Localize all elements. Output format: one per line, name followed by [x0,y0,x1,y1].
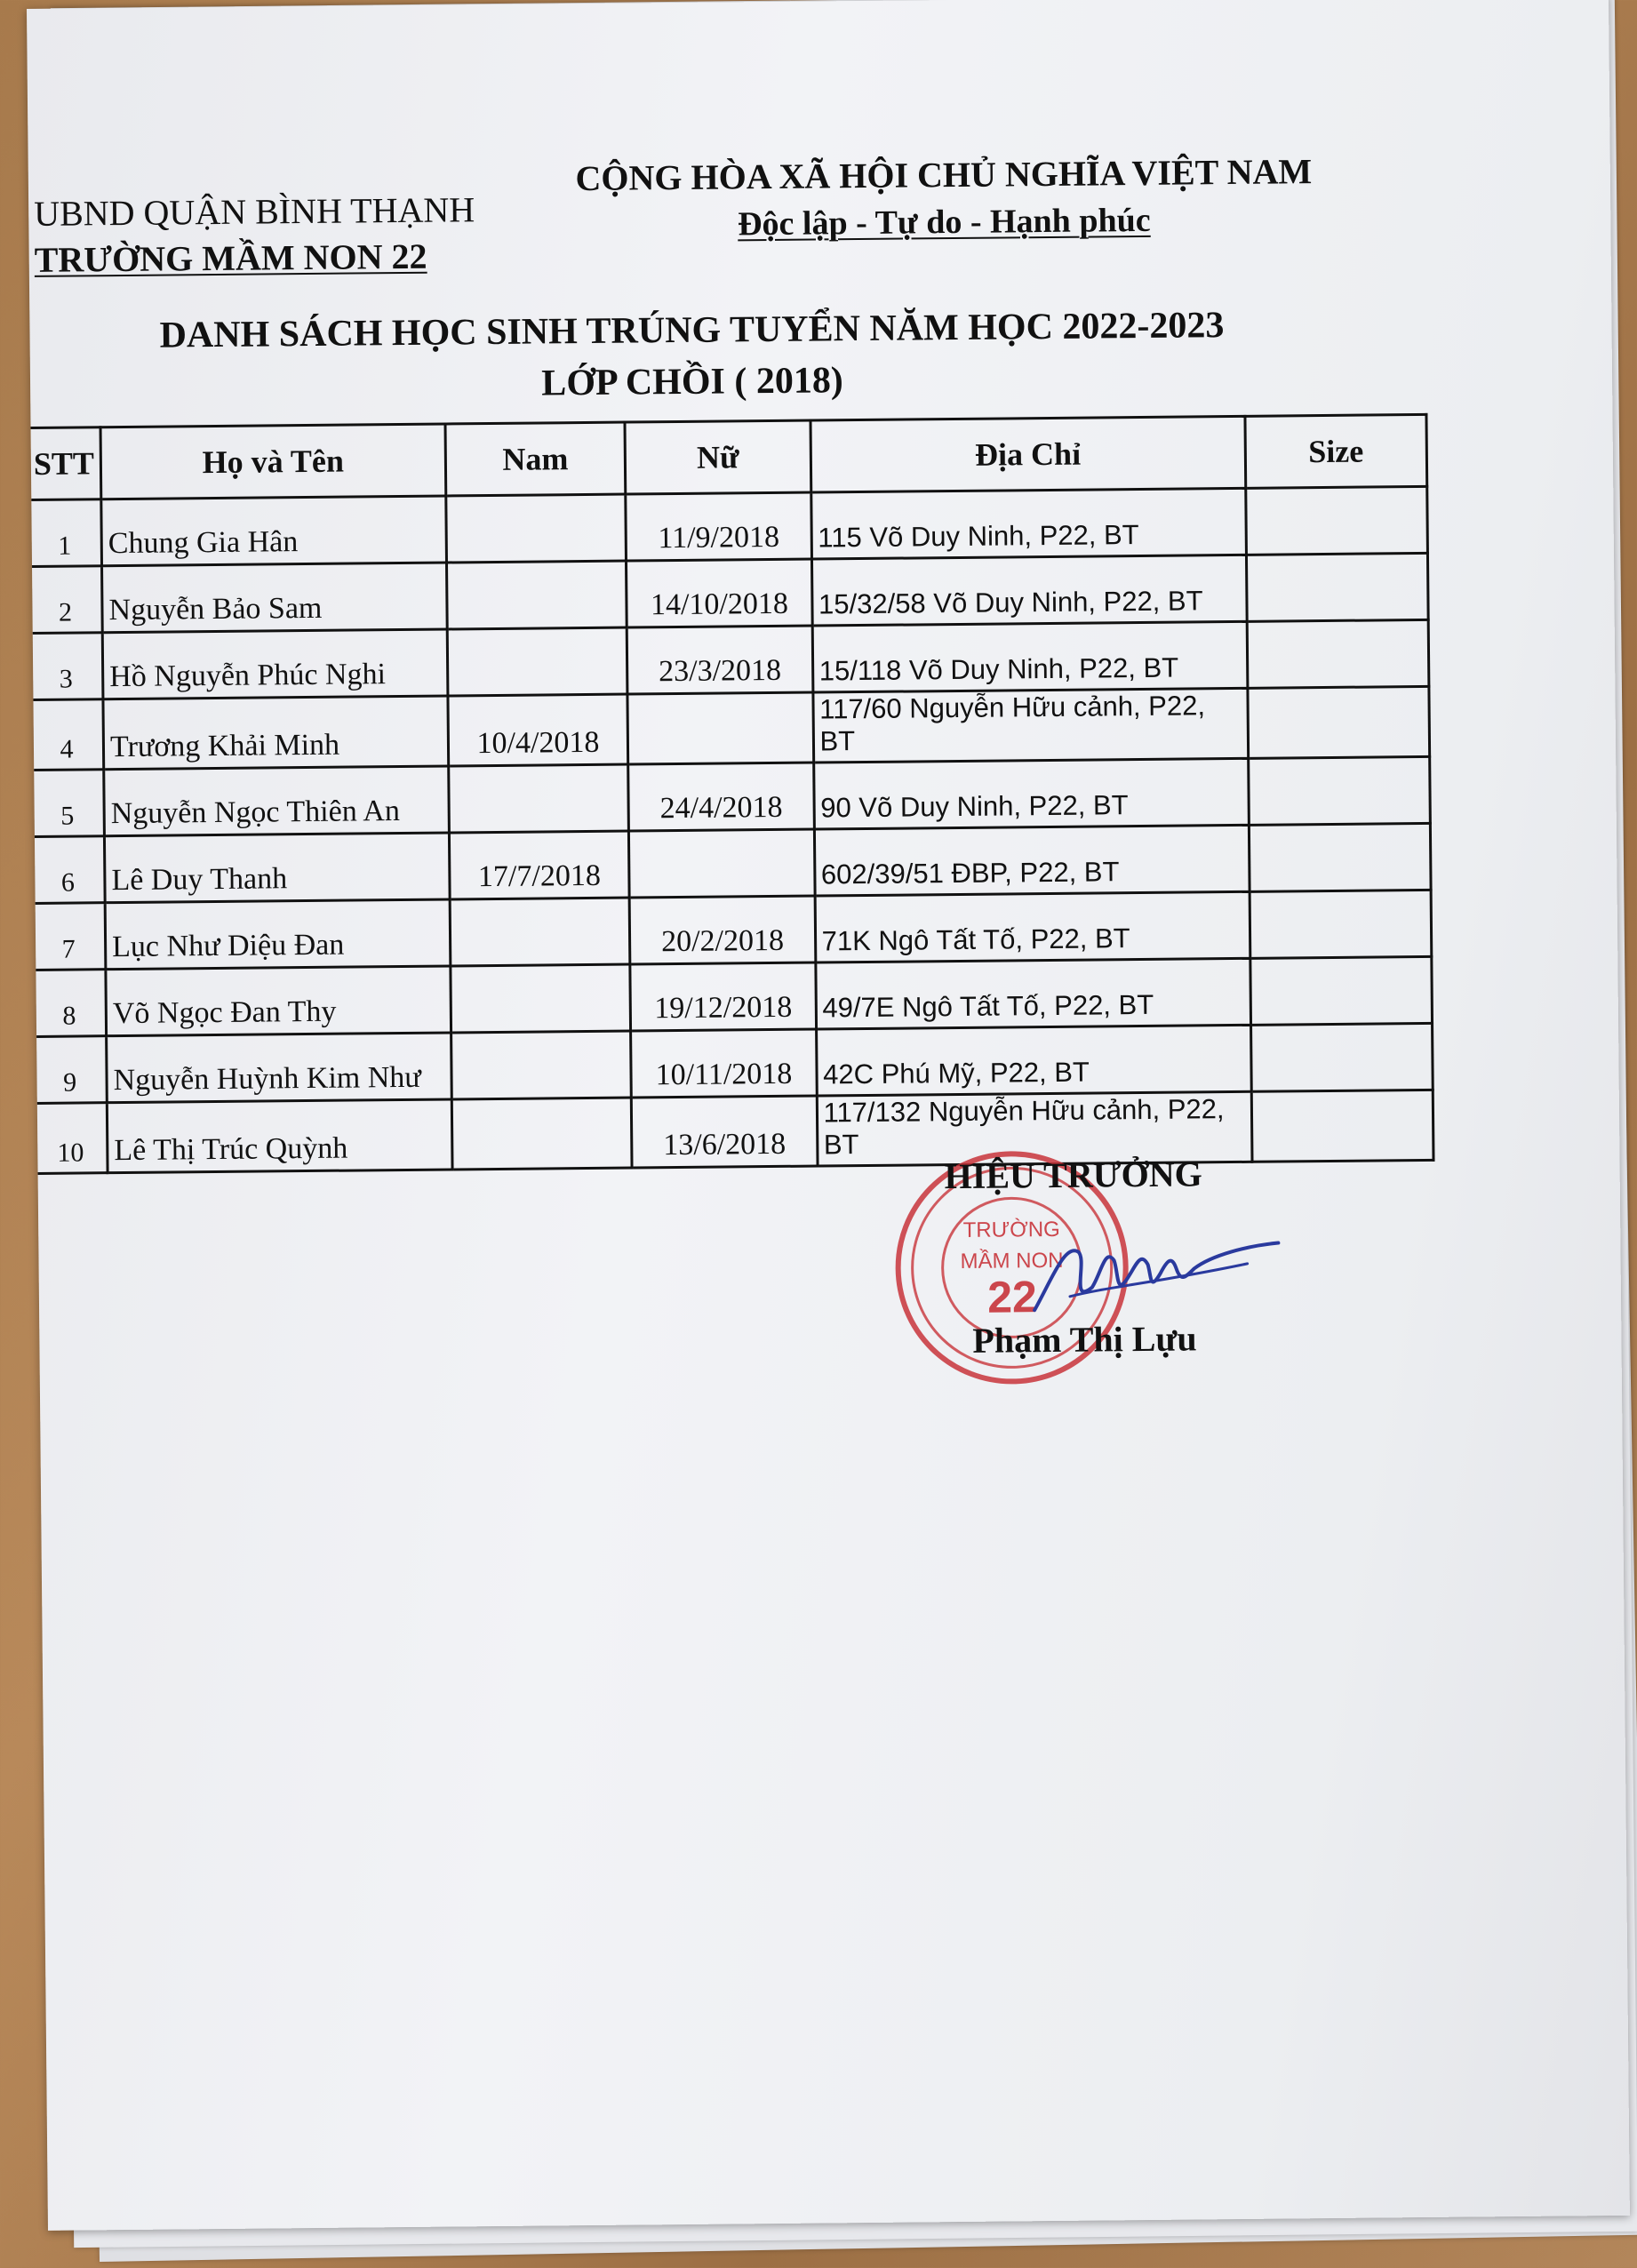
cell-name: Nguyễn Huỳnh Kim Như [107,1033,451,1103]
cell-stt: 6 [30,836,105,904]
svg-text:TRƯỜNG: TRƯỜNG [962,1217,1060,1242]
cell-nam [451,1098,632,1170]
cell-nu: 23/3/2018 [627,626,813,694]
cell-nam [448,764,628,833]
cell-stt: 3 [28,633,103,700]
cell-name: Trương Khải Minh [103,696,448,770]
cell-size [1250,890,1432,958]
cell-nam [451,1031,631,1099]
class-name: LỚP CHỒI ( 2018) [541,360,844,404]
cell-name: Nguyễn Ngọc Thiên An [104,766,449,836]
cell-address: 15/118 Võ Duy Ninh, P22, BT [812,621,1248,692]
cell-address: 117/60 Nguyễn Hữu cảnh, P22, BT [812,688,1248,763]
svg-text:22: 22 [986,1272,1038,1322]
cell-nu: 11/9/2018 [626,492,811,561]
cell-name: Chung Gia Hân [101,496,446,566]
cell-nu: 19/12/2018 [630,962,816,1031]
cell-size [1247,619,1429,688]
cell-nam [445,494,626,563]
cell-stt: 2 [28,566,103,634]
student-table [27,413,1435,1175]
cell-address: 115 Võ Duy Ninh, P22, BT [811,488,1246,559]
header-name: Họ và Tên [100,424,445,499]
svg-text:MẦM NON: MẦM NON [960,1248,1064,1274]
cell-size [1250,956,1433,1025]
motto: Độc lập - Tự do - Hạnh phúc [737,201,1151,244]
cell-nam: 10/4/2018 [448,694,628,766]
header-address: Địa Chỉ [811,416,1246,492]
cell-nam [450,898,630,966]
cell-name: Lục Như Diệu Đan [105,899,450,970]
signature-block [890,1153,1248,1387]
cell-size [1248,686,1430,758]
cell-address: 42C Phú Mỹ, P22, BT [816,1025,1251,1096]
cell-stt: 5 [30,770,105,837]
cell-name: Hồ Nguyễn Phúc Nghi [102,629,447,699]
cell-address: 117/132 Nguyễn Hữu cảnh, P22, BT [817,1091,1252,1166]
signatory-name: Phạm Thị Lựu [972,1318,1197,1361]
national-motto [562,148,1327,249]
cell-name: Lê Thị Trúc Quỳnh [107,1099,451,1173]
cell-stt: 9 [33,1036,108,1104]
cell-nu: 13/6/2018 [632,1096,818,1168]
cell-size [1249,823,1431,891]
cell-stt: 4 [29,699,104,771]
cell-size [1249,756,1431,825]
cell-nu: 24/4/2018 [628,763,814,831]
table-header-row [27,414,1427,499]
cell-nu [627,692,813,764]
cell-nam [446,561,627,629]
header-nam: Nam [445,422,626,496]
cell-size [1251,1090,1433,1162]
district-committee: UBND QUẬN BÌNH THẠNH [33,189,475,234]
header-size: Size [1245,414,1427,488]
country-name: CỘNG HÒA XÃ HỘI CHỦ NGHĨA VIỆT NAM [575,151,1313,199]
cell-nu: 14/10/2018 [627,559,812,627]
cell-nu: 10/11/2018 [631,1029,817,1098]
cell-address: 90 Võ Duy Ninh, P22, BT [813,758,1249,829]
issuing-authority [34,187,475,284]
document-title [118,299,1266,413]
cell-nam [447,627,627,696]
cell-name: Nguyễn Bảo Sam [102,563,447,633]
cell-size [1250,1023,1433,1091]
cell-nam: 17/7/2018 [449,831,629,899]
cell-address: 71K Ngô Tất Tố, P22, BT [815,891,1250,962]
cell-nu: 20/2/2018 [629,896,815,964]
cell-address: 15/32/58 Võ Duy Ninh, P22, BT [811,555,1247,626]
cell-stt: 8 [32,970,107,1037]
handwritten-signature [1016,1223,1283,1323]
cell-name: Võ Ngọc Đan Thy [106,966,451,1036]
title-line: DANH SÁCH HỌC SINH TRÚNG TUYỂN NĂM HỌC 2022-2023 [159,305,1225,356]
cell-name: Lê Duy Thanh [104,833,449,903]
cell-stt: 1 [28,499,102,567]
cell-nu [629,829,815,898]
header-nu: Nữ [625,420,811,494]
document-page [27,0,1630,2231]
header-stt: STT [27,427,101,500]
cell-stt: 7 [31,903,106,970]
cell-address: 49/7E Ngô Tất Tố, P22, BT [815,958,1250,1029]
cell-stt: 10 [33,1103,108,1174]
cell-size [1246,486,1428,555]
signatory-title: HIỆU TRƯỞNG [944,1154,1202,1197]
cell-address: 602/39/51 ĐBP, P22, BT [814,825,1250,896]
table-row [29,686,1430,770]
school-name: TRƯỜNG MẦM NON 22 [34,236,427,280]
cell-size [1246,553,1428,621]
cell-nam [451,964,631,1033]
